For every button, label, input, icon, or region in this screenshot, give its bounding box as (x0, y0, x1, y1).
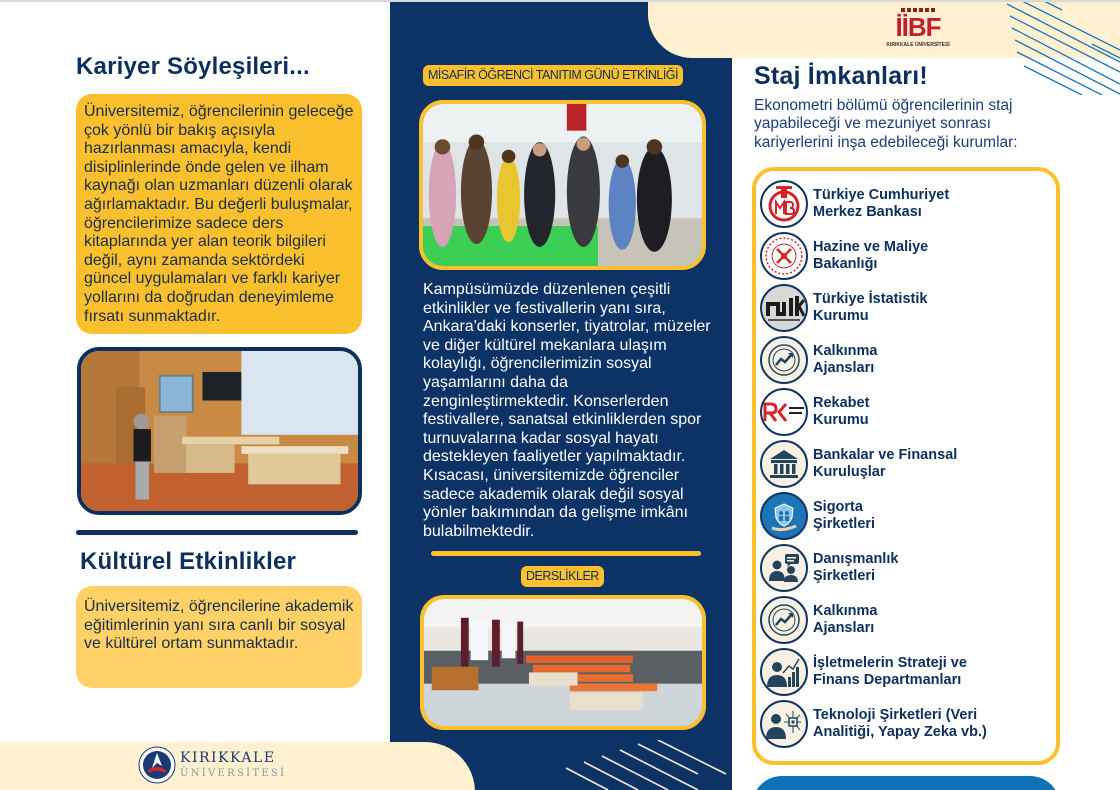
rekabet-logo-icon (760, 388, 808, 436)
tuik-logo-icon (760, 284, 808, 332)
classrooms-tag: DERSLİKLER (521, 566, 604, 587)
institution-name-line1: Hazine ve Maliye (813, 238, 929, 255)
institution-item (760, 231, 1053, 281)
institution-item (760, 491, 1053, 541)
institution-item (760, 595, 1053, 645)
institution-name-line2: Kurumu (813, 308, 869, 324)
classroom-image (424, 599, 702, 726)
career-talks-body: Üniversitemiz, öğrencilerinin geleceğe çok yönlü bir bakış açısıyla hazırlanması amacıyla, kendi disiplinlerinde önde gelen ve ilham kaynağı olan uzmanları düzenli olarak ağırlamaktadır. Bu değerli buluşmalar, öğrencilerimize sadece ders kitaplarında yer alan teorik bilgileri değil, aynı zamanda sektördeki güncel uygulamaları ve farklı kariyer yollarını da doğrudan deneyimleme fırsatı sunmaktadır. (84, 103, 354, 325)
guest-student-day-photo (419, 100, 706, 270)
decorative-stripes (558, 740, 728, 790)
classroom-photo (420, 595, 706, 730)
decorative-stripes (982, 0, 1120, 95)
institution-item (760, 335, 1053, 385)
consulting-people-icon (760, 544, 808, 592)
growth-arrow-icon (760, 596, 808, 644)
cultural-events-body: Üniversitemiz, öğrencilerine akademik eğitimlerinin yanı sıra canlı bir sosyal ve kültürel ortam sunmaktadır. (84, 598, 354, 653)
institution-item (760, 283, 1053, 333)
university-subtitle: ÜNİVERSİTESİ (180, 768, 287, 779)
institution-item (760, 699, 1053, 749)
institution-item (760, 647, 1053, 697)
institution-item (760, 439, 1053, 489)
internship-description: Ekonometri bölümü öğrencilerinin staj yapabileceği ve mezuniyet sonrası kariyerlerini inşa edebileceği kurumlar: (754, 97, 1018, 151)
institution-item (760, 543, 1053, 593)
kirikkale-university-logo (138, 746, 286, 784)
institution-name-line1: Türkiye Cumhuriyet (813, 186, 950, 203)
university-emblem-icon (138, 746, 176, 784)
institution-name-line1: Kalkınma (813, 342, 878, 359)
internship-title: Staj İmkanları! (754, 62, 928, 90)
institution-name-line2: Şirketleri (813, 568, 876, 584)
business-chart-icon (760, 648, 808, 696)
university-name: KIRIKKALE (180, 750, 276, 766)
insurance-shield-icon (760, 492, 808, 540)
institution-name-line2: Kuruluşlar (813, 464, 886, 480)
iibf-logo-text: İİBF (895, 12, 941, 42)
institution-item (760, 387, 1053, 437)
career-talks-title: Kariyer Söyleşileri... (76, 53, 310, 80)
institution-name-line1: Teknoloji Şirketleri (Veri (813, 706, 978, 723)
iibf-logo-subtitle: KIRIKKALE ÜNİVERSİTESİ (886, 42, 950, 48)
tech-chip-person-icon (760, 700, 808, 748)
career-talks-textbox (76, 94, 362, 334)
career-talk-photo (77, 347, 362, 515)
section-divider (431, 551, 701, 556)
decorative-corner (390, 742, 475, 790)
group-photo-image (423, 104, 702, 266)
bottom-blue-band (752, 776, 1060, 790)
iibf-logo (882, 8, 954, 48)
cultural-events-title: Kültürel Etkinlikler (80, 548, 297, 575)
institution-name-line1: Danışmanlık (813, 550, 899, 567)
center-panel (390, 0, 732, 790)
institution-name-line1: Rekabet (813, 394, 870, 411)
page-top-border (0, 0, 1120, 2)
institution-name-line2: Ajansları (813, 620, 875, 636)
growth-arrow-icon (760, 336, 808, 384)
right-panel (732, 0, 1120, 790)
institution-name-line1: Kalkınma (813, 602, 878, 619)
guest-student-day-tag: MİSAFİR ÖĞRENCİ TANITIM GÜNÜ ETKİNLİĞİ (423, 65, 683, 86)
institution-name-line2: Şirketleri (813, 516, 876, 532)
institution-name-line1: Türkiye İstatistik (813, 290, 928, 307)
hmb-logo-icon (760, 232, 808, 280)
institution-name-line2: Kurumu (813, 412, 869, 428)
institution-name-line2: Finans Departmanları (813, 672, 962, 688)
cultural-events-textbox (76, 586, 362, 688)
institution-name-line2: Ajansları (813, 360, 875, 376)
institution-name-line2: Analitiği, Yapay Zeka vb.) (813, 724, 987, 740)
campus-life-body: Kampüsümüzde düzenlenen çeşitli etkinlikler ve festivallerin yanı sıra, Ankara'daki konserler, tiyatrolar, müzeler ve diğer kültürel mekanlara ulaşım kolaylığı, öğrencilerimizin sosyal yaşamlarını daha da zenginleştirmektedir. Konserlerden festivallere, sanatsal etkinliklerden spor turnuvalarına kadar sosyal hayatı destekleyen faaliyetler yapılmaktadır. Kısacası, üniversitemizde öğrenciler sadece akademik olarak değil sosyal yönler bakımından da gelişme imkânı bulabilmektedir. (423, 281, 711, 540)
institution-name-line1: Bankalar ve Finansal (813, 446, 958, 463)
institution-name-line2: Bakanlığı (813, 256, 878, 272)
institution-name-line1: Sigorta (813, 498, 863, 515)
lecture-hall-image (81, 351, 358, 511)
institutions-list (752, 167, 1060, 765)
left-panel (0, 0, 390, 790)
institution-name-line1: İşletmelerin Strateji ve (813, 654, 967, 671)
bank-building-icon (760, 440, 808, 488)
section-divider (76, 530, 358, 535)
institution-item (760, 179, 1053, 229)
institution-name-line2: Merkez Bankası (813, 204, 922, 220)
tcmb-logo-icon (760, 180, 808, 228)
